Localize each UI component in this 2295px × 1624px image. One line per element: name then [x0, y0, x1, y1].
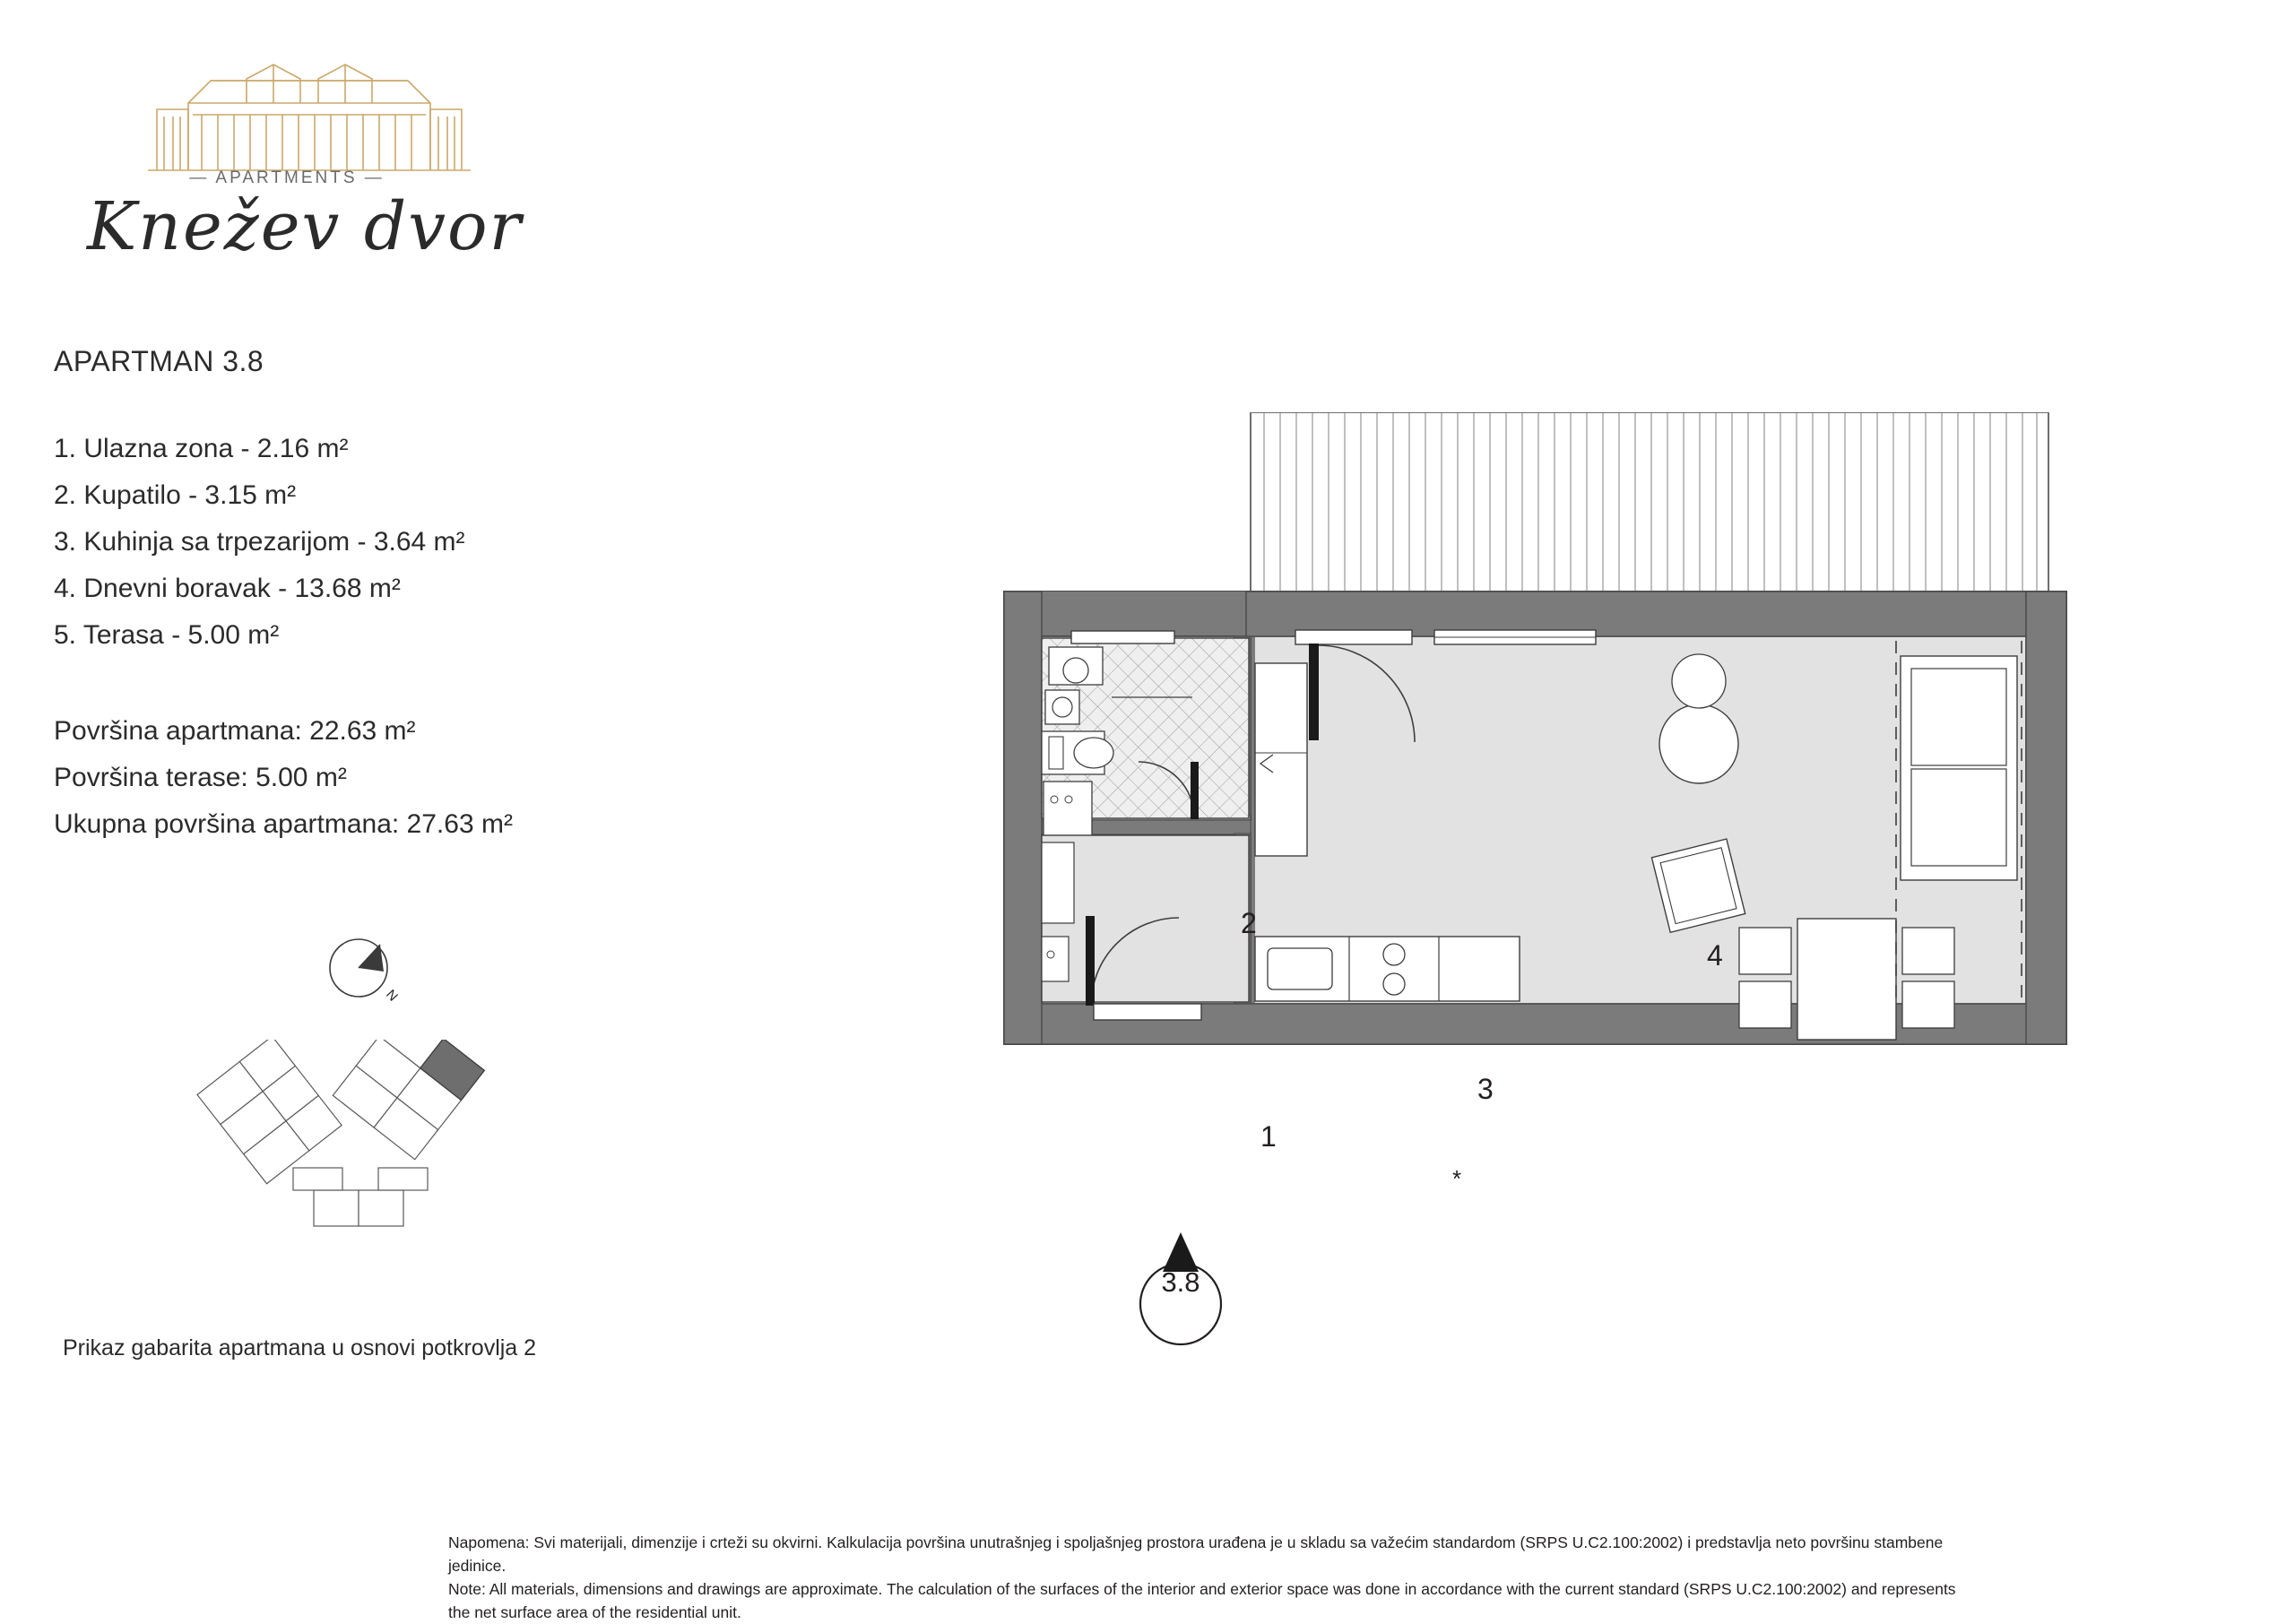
svg-text:N: N	[383, 987, 401, 1005]
list-item: Ukupna površina apartmana: 27.63 m²	[54, 809, 513, 839]
compass-icon	[314, 932, 412, 1031]
keyplan-diagram	[179, 1040, 556, 1246]
entry-room	[1042, 835, 1249, 1020]
terrace-area	[1251, 412, 2048, 592]
entry-marker-label: 3.8	[1161, 1266, 1200, 1298]
room-number-4: 4	[1707, 939, 1723, 972]
bathroom-room	[1042, 631, 1249, 851]
room-legend	[54, 426, 465, 659]
list-item: 3. Kuhinja sa trpezarijom - 3.64 m²	[54, 527, 465, 557]
page-title: APARTMAN 3.8	[54, 345, 264, 377]
list-item: 1. Ulazna zona - 2.16 m²	[54, 434, 349, 463]
list-item: 2. Kupatilo - 3.15 m²	[54, 480, 297, 510]
footnote-sr: Napomena: Svi materijali, dimenzije i crteži su okvirni. Kalkulacija površina unutrašnjeg i spoljašnjeg prostora urađena je u skladu sa važećim standardom (SRPS U.C2.100:2002) i predstavlja neto površinu stambene jedinice.	[448, 1533, 1944, 1575]
building-facade-icon	[139, 63, 480, 175]
room-number-3: 3	[1477, 1073, 1494, 1105]
brand-subtitle: — APARTMENTS —	[189, 168, 385, 187]
footnote-en: Note: All materials, dimensions and drawings are approximate. The calculation of the surfaces of the interior and exterior space was done in accordance with the current standard (SRPS U.C2.100:2002) and represents the net surface area of the residential unit.	[448, 1580, 1956, 1621]
room-number-1: 1	[1260, 1120, 1277, 1153]
list-item: 4. Dnevni boravak - 13.68 m²	[54, 574, 401, 603]
keyplan-caption: Prikaz gabarita apartmana u osnovi potkrovlja 2	[63, 1335, 537, 1361]
list-item: 5. Terasa - 5.00 m²	[54, 620, 280, 650]
brand-logo	[54, 63, 556, 269]
brand-name: Knežev dvor	[87, 188, 523, 265]
footnote	[448, 1531, 1972, 1624]
list-item: Površina terase: 5.00 m²	[54, 763, 347, 792]
list-item: Površina apartmana: 22.63 m²	[54, 716, 416, 746]
kitchen-mark: *	[1452, 1165, 1462, 1192]
entry-marker	[1121, 1232, 1246, 1376]
area-summary	[54, 708, 513, 848]
room-number-2: 2	[1241, 907, 1257, 939]
